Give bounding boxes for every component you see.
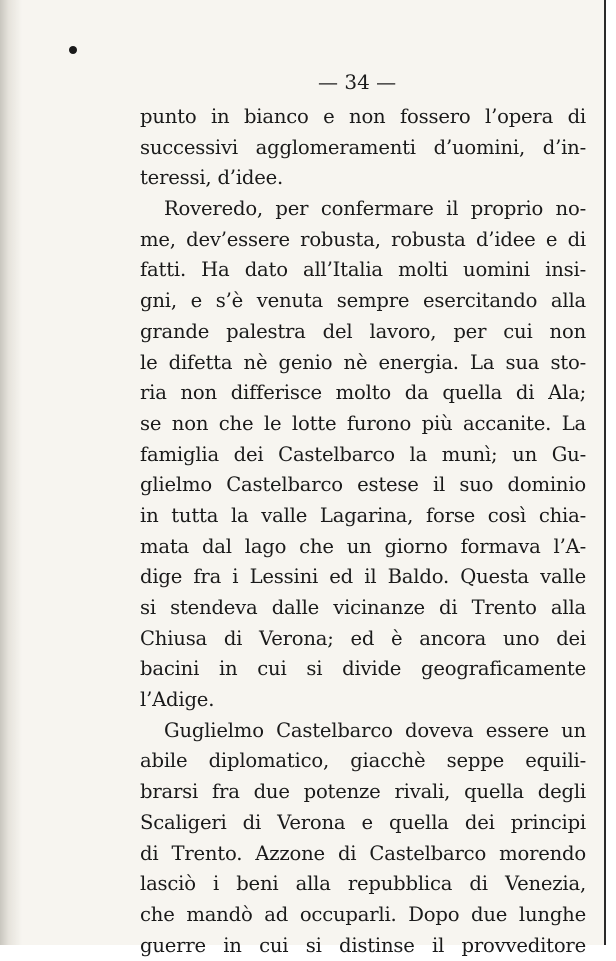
text-line: Roveredo, per confermare il proprio no- xyxy=(164,197,586,221)
text-line: l’Adige. xyxy=(140,688,215,712)
text-line: famiglia dei Castelbarco la munì; un Gu- xyxy=(140,442,586,466)
text-line: Scaligeri di Verona e quella dei principi xyxy=(140,810,586,834)
ink-dot-mark xyxy=(69,46,77,54)
text-line: in tutta la valle Lagarina, forse così chia- xyxy=(140,503,586,527)
page-number: — 34 — xyxy=(318,70,397,94)
text-line: gni, e s’è venuta sempre esercitando alla xyxy=(140,289,586,313)
text-line: si stendeva dalle vicinanze di Trento alla xyxy=(140,596,586,619)
text-line: guerre in cui si distinse il provveditore xyxy=(140,933,586,957)
body-text xyxy=(140,102,586,961)
text-line: grande palestra del lavoro, per cui non xyxy=(140,319,586,343)
text-line: bacini in cui si divide geograficamente xyxy=(140,657,586,681)
text-line: dige fra i Lessini ed il Baldo. Questa valle xyxy=(140,565,586,589)
text-line: teressi, d’idee. xyxy=(140,166,284,190)
text-line: fatti. Ha dato all’Italia molti uomini insi- xyxy=(140,258,586,282)
text-line: mata dal lago che un giorno formava l’A- xyxy=(140,534,586,558)
text-line: me, dev’essere robusta, robusta d’idee e di xyxy=(140,227,586,251)
text-line: brarsi fra due potenze rivali, quella degli xyxy=(140,780,586,804)
text-line: ria non differisce molto da quella di Ala; xyxy=(140,381,586,405)
text-line: che mandò ad occuparli. Dopo due lunghe xyxy=(140,902,586,926)
text-line: lasciò i beni alla repubblica di Venezia, xyxy=(140,872,586,896)
text-line: punto in bianco e non fossero l’opera di xyxy=(140,105,586,128)
text-line: Guglielmo Castelbarco doveva essere un xyxy=(164,718,586,742)
text-line: di Trento. Azzone di Castelbarco morendo xyxy=(140,841,586,865)
page-gutter-shadow xyxy=(0,0,22,945)
text-line: le difetta nè genio nè energia. La sua sto- xyxy=(140,350,586,374)
text-line: Chiusa di Verona; ed è ancora uno dei xyxy=(140,626,586,650)
text-line: glielmo Castelbarco estese il suo dominio xyxy=(140,473,586,497)
text-line: successivi agglomeramenti d’uomini, d’in- xyxy=(140,135,586,159)
text-line: se non che le lotte furono più accanite. La xyxy=(140,411,586,435)
page-edge xyxy=(604,0,616,945)
text-line: abile diplomatico, giacchè seppe equili- xyxy=(140,749,586,773)
